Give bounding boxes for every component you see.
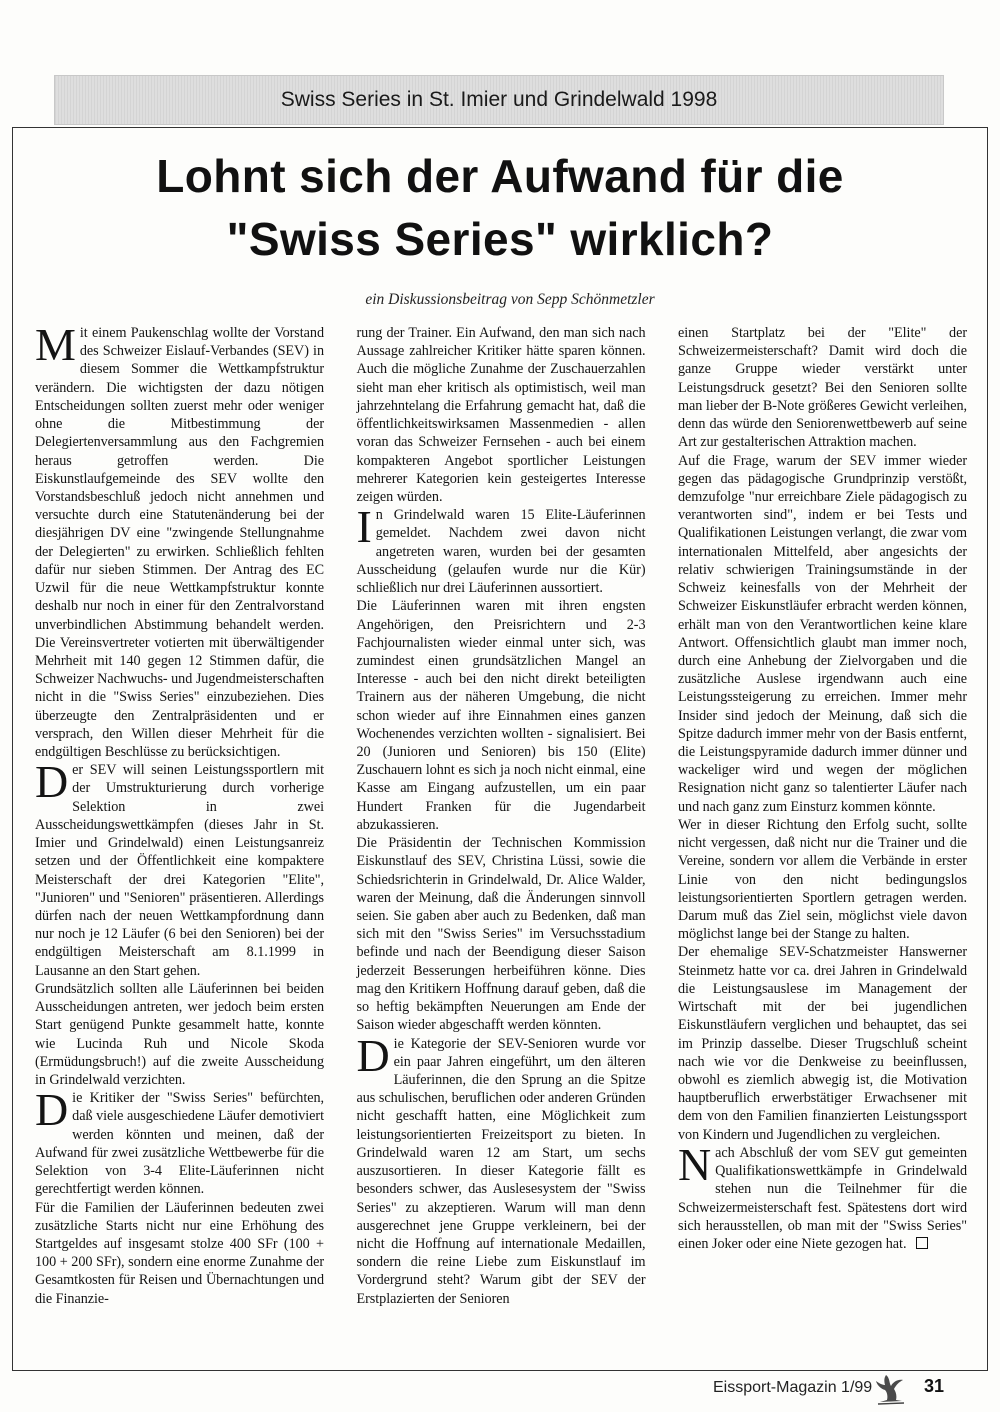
headline <box>20 145 980 271</box>
paragraph: einen Startplatz bei der "Elite" der Schweizermeisterschaft? Damit wird doch die ganze Gruppe wieder verstärkt unter Leistungsdruck gesetzt? Bei den Senioren sollte man lieber der B-Note größeres Gewicht verleihen, denn das würde den Seniorenwettbewerb auf seine Art zur gestalterischen Attraktion machen. <box>678 325 967 451</box>
article-body <box>35 319 967 1359</box>
paragraph: Nach Abschluß der vom SEV gut gemeinten Qualifikationswettkämpfe in Grindelwald stehen nun die Teilnehmer für die Schweizermeisterschaft fest. Spätestens dort wird sich herausstellen, ob man mit der "Swiss Series" einen Joker oder eine Niete gezogen hat. <box>678 1138 967 1252</box>
column-3 <box>678 324 967 1359</box>
section-kicker: Swiss Series in St. Imier und Grindelwald 1998 <box>54 75 944 125</box>
article-frame <box>12 127 988 1371</box>
drop-cap: I <box>356 501 372 553</box>
paragraph: Auf die Frage, warum der SEV immer wieder gegen das pädagogische Grundprinzip verstößt, demzufolge "nur erreichbare Ziele pädagogisch zu verantworten sind", indem er bei Tests und Qualifikationen Leistungen verlangt, die zwar vom internationalen Mittelfeld, aber angesichts der relativ schwierigen Trainingsumstände in der Schweiz keinesfalls von der Mehrheit der Schweizer Eiskunstläufer erbracht werden können, erhält man von den Verantwortlichen keine klare Antwort. Offensichtlich glaubt man immer noch, durch eine Anhebung der Zielvorgaben und die zusätzliche Auslese irgendwann auch eine Leistungssteigerung zu erreichen. Immer mehr Insider sind jedoch der Meinung, daß sich die Spitze dadurch immer mehr von der Basis entfernt, die Leistungspyramide dadurch immer dünner und wackeliger wird und wegen der möglichen Resignation nicht ganz so talentierter Läufer nach und nach ganz zum Einsturz kommen könnte. <box>678 452 967 815</box>
headline-line-1: Lohnt sich der Aufwand für die <box>156 150 844 202</box>
byline: ein Diskussionsbeitrag von Sepp Schönmetzler <box>365 291 655 308</box>
paragraph: Die Läuferinnen waren mit ihren engsten Angehörigen, den Preisrichtern und 2-3 Fachjournalisten wieder einmal unter sich, was zumindest einen grundsätzlichen Mangel an Interesse - auch bei den nicht direkt beteiligten Trainern aus der näheren Umgebung, die nicht schon wieder auf ihre Einnahmen eines ganzen Wochenendes verzichten wollten - signalisiert. Bei 20 (Junioren und Senioren) bis 150 (Elite) Zuschauern lohnt es sich ja noch nicht einmal, eine Kasse am Eingang aufzustellen, um ein paar Hundert Franken für die Jugendarbeit abzukassieren. <box>356 598 646 833</box>
paragraph: Mit einem Paukenschlag wollte der Vorstand des Schweizer Eislauf-Verbandes (SEV) in diesem Sommer die Wettkampfstruktur verändern. Die wichtigsten der dazu nötigen Entscheidungen sollten zuerst mehr oder weniger ohne die Mitbestimmung der Delegiertenversammlung aus den Fachgremien heraus getroffen werden. Die Eiskunstlaufgemeinde des SEV wollte den Vorstandsbeschluß jedoch nicht annehmen und versuchte durch eine Statutenänderung bei der diesjährigen DV eine "zwingende Stellungnahme der Delegierten" zu erwirken. Schließlich fehlten dafür nur sieben Stimmen. Der Antrag des EC Uzwil für die neue Wettkampfstruktur konnte deshalb nur noch in einer für den Zentralvorstand unverbindlichen Abstimmung behandelt werden. Die Vereinsvertreter votierten mit überwältigender Mehrheit mit 140 gegen 12 Stimmen dafür, die Schweizer Nachwuchs- und Jugendmeisterschaften nicht in die "Swiss Series" einzubeziehen. Dies überzeugte den Zentralpräsidenten und er versprach, den Willen dieser Mehrheit für die endgültigen Beschlüsse zu berücksichtigen. <box>35 319 324 761</box>
headline-line-2: "Swiss Series" wirklich? <box>226 213 774 265</box>
paragraph: Die Kategorie der SEV-Senioren wurde vor ein paar Jahren eingeführt, um den älteren Läuferinnen, die den Sprung an die Spitze aus schulischen, beruflichen oder anderen Gründen nicht geschafft hatten, eine Möglichkeit zum leistungsorientierten Freizeitsport zu bieten. In Grindelwald waren 12 am Start, um sechs auszusortieren. In dieser Kategorie fällt es besonders schwer, das Auslesesystem der "Swiss Series" zu akzeptieren. Warum will man denn ausgerechnet jene Gruppe verkleinern, bei der nicht die Hoffnung auf internationale Medaillen, sondern die reine Liebe zum Eiskunstlauf im Vordergrund steht? Warum gibt der SEV der Erstplazierten der Senioren <box>356 1029 646 1307</box>
paragraph: Wer in dieser Richtung den Erfolg sucht, sollte nicht vergessen, daß nicht nur die Trainer und die Vereine, sondern vor allem die Verbände in erster Linie von den nicht bedingungslos leistungsorientierten Sportlern getragen werden. Darum muß das Ziel sein, möglichst viele davon möglichst lange bei der Stange zu halten. <box>678 816 967 943</box>
paragraph: Grundsätzlich sollten alle Läuferinnen bei beiden Ausscheidungen antreten, wer jedoch beim ersten Start genügend Punkte gesammelt hatte, konnte wie Lucinda Ruh und Nicole Skoda (Ermüdungsbruch!) auf die zweite Ausscheidung in Grindelwald verzichten. <box>35 980 324 1088</box>
column-1 <box>35 319 324 1359</box>
end-mark-icon <box>916 1237 928 1249</box>
column-2 <box>357 324 646 1359</box>
page-number: 31 <box>924 1376 945 1396</box>
paragraph: Der SEV will seinen Leistungssportlern mit der Umstrukturierung durch vorherige Selektion in zwei Ausscheidungswettkämpfen (dieses Jahr in St. Imier und Grindelwald) einen Leistungsanreiz setzen und der Öffentlichkeit eine kompaktere Meisterschaft der drei Kategorien "Elite", "Junioren" und "Senioren" präsentieren. Allerdings dürfen nach der neuen Wettkampfordnung dann nur noch je 12 Läufer (6 bei den Senioren) bei der endgültigen Meisterschaft am 8.1.1999 in Lausanne an den Start gehen. <box>35 756 324 979</box>
drop-cap: D <box>35 1084 69 1136</box>
paragraph: In Grindelwald waren 15 Elite-Läuferinnen gemeldet. Nachdem zwei davon nicht angetreten waren, wurden bei der gesamten Ausscheidung (gelaufen wurde nur die Kür) schließlich nur drei Läuferinnen aussortiert. <box>356 501 646 597</box>
drop-cap: D <box>356 1029 390 1081</box>
paragraph: rung der Trainer. Ein Aufwand, den man sich nach Aussage zahlreicher Kritiker hätte sparen können. Auch die mögliche Zunahme der Zuschauerzahlen sieht man eher kritisch als optimistisch, weil man jahrzehntelang die Erfahrung gemacht hat, daß die öffentlichkeitswirksamen Massenmedien - allen voran das Schweizer Fernsehen - auch bei einem kompakteren Angebot sportlicher Leistungen mehrerer Kategorien kein gesteigertes Interesse zeigen würden. <box>356 325 646 505</box>
paragraph: Für die Familien der Läuferinnen bedeuten zwei zusätzliche Starts nicht nur eine Erhöhung des Startgeldes auf insgesamt stolze 400 SFr (100 + 100 + 200 SFr), sondern eine enorme Zunahme der Gesamtkosten für Reisen und Übernachtungen und die Finanzie- <box>35 1199 324 1307</box>
drop-cap: N <box>678 1138 712 1190</box>
magazine-name: Eissport-Magazin 1/99 <box>713 1379 873 1396</box>
paragraph: Der ehemalige SEV-Schatzmeister Hanswerner Steinmetz hatte vor ca. drei Jahren in Grindelwald die Leistungsauslese im Management der Wirtschaft mit der bei jugendlichen Eiskunstläufern verglichen und behauptet, das sei im Prinzip dasselbe. Dieser Trugschluß scheint nach wie vor die Denkweise zu beeinflussen, obwohl es ziemlich abwegig ist, die Motivation hauptberuflich erwerbstätiger Erwachsener mit dem von den Familien finanzierten Leistungssport von Kindern und Jugendlichen zu vergleichen. <box>678 944 967 1143</box>
skater-logo-icon <box>872 1372 908 1406</box>
drop-cap: M <box>35 319 76 370</box>
paragraph: Die Kritiker der "Swiss Series" befürchten, daß viele ausgeschiedene Läufer demotiviert werden könnten und meinen, daß der Aufwand für zwei zusätzliche Wettbewerbe für die Selektion von 3-4 Elite-Läuferinnen nicht gerechtfertigt werden können. <box>35 1084 324 1198</box>
paragraph: Die Präsidentin der Technischen Kommission Eiskunstlauf des SEV, Christina Lüssi, sowie die Schiedsrichterin in Grindelwald, Dr. Alice Walder, waren der Meinung, daß die Änderungen sinnvoll seien. Sie gaben aber auch zu Bedenken, daß man sich mit den "Swiss Series" im Versuchsstadium befinde und nach der Beendigung dieser Saison jederzeit Besserungen herbeiführen könne. Dies mag den Kritikern Hoffnung darauf geben, daß die so heftig bekämpften Neuerungen am Ende der Saison wieder abgeschafft werden könnten. <box>356 835 646 1034</box>
drop-cap: D <box>35 756 69 808</box>
